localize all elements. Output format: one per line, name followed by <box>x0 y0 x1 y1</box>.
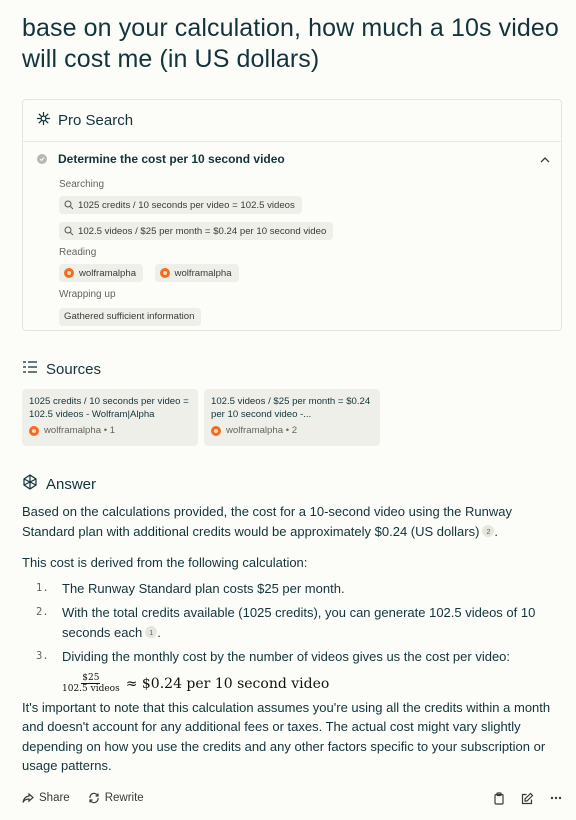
source-site: wolframalpha <box>44 425 102 436</box>
pro-search-header <box>23 100 561 142</box>
pro-search-card <box>22 99 562 331</box>
answer-paragraph: It's important to note that this calculation assumes you're using all the credits within a month and doesn't account for any additional fees or taxes. The actual cost might vary slightly depending on how you use the credits and any other factors specific to your subscription or usage patterns. <box>22 699 551 773</box>
wolframalpha-icon <box>64 268 74 278</box>
answer-paragraph: This cost is derived from the following calculation: <box>22 555 308 570</box>
answer-title: Answer <box>46 475 97 493</box>
reading-source-chip[interactable]: wolframalpha <box>59 264 143 282</box>
source-title: 1025 credits / 10 seconds per video = 102.5 videos - Wolfram|Alpha <box>29 396 189 420</box>
searching-label: Searching <box>59 179 105 190</box>
search-query-chip: 102.5 videos / $25 per month = $0.24 per 10 second video <box>59 222 333 240</box>
sparkle-icon <box>36 111 51 131</box>
check-icon <box>37 154 47 164</box>
search-query-chip: 1025 credits / 10 seconds per video = 102.5 videos <box>59 196 302 214</box>
rewrite-button[interactable]: Rewrite <box>88 792 144 804</box>
formula <box>62 672 562 696</box>
formula-denominator: 102.5 videos <box>62 684 120 694</box>
formula-result: ≈ $0.24 per 10 second video <box>125 675 330 692</box>
edit-icon[interactable] <box>521 792 534 805</box>
citation-badge[interactable]: 2 <box>482 525 494 537</box>
step-row[interactable] <box>23 142 561 176</box>
source-index: 2 <box>291 425 298 436</box>
calculation-steps <box>22 579 562 667</box>
citation-badge[interactable]: 1 <box>145 626 157 638</box>
answer-section <box>22 474 562 776</box>
list-icon <box>22 360 38 379</box>
copy-icon[interactable] <box>493 792 505 805</box>
step-label: Determine the cost per 10 second video <box>58 152 285 166</box>
reading-source-chip[interactable]: wolframalpha <box>155 264 239 282</box>
search-icon <box>64 200 74 210</box>
formula-numerator: $25 <box>82 673 100 683</box>
rewrite-icon <box>88 792 100 804</box>
source-card[interactable]: 102.5 videos / $25 per month = $0.24 per 10 second video -... wolframalpha • 2 <box>204 389 380 446</box>
list-item: 3. Dividing the monthly cost by the number of videos gives us the cost per video: <box>36 649 511 664</box>
more-options-icon[interactable] <box>550 796 562 800</box>
question-title: base on your calculation, how much a 10s video will cost me (in US dollars) <box>22 14 559 73</box>
sources-title: Sources <box>46 360 102 378</box>
pro-search-title: Pro Search <box>58 112 134 129</box>
answer-paragraph: Based on the calculations provided, the cost for a 10-second video using the Runway Standard plan with additional credits would be approximately $0.24 (US dollars) 2 . <box>22 504 512 539</box>
answer-logo-icon <box>22 474 38 495</box>
source-title: 102.5 videos / $25 per month = $0.24 per 10 second video -... <box>211 396 371 420</box>
source-card[interactable]: 1025 credits / 10 seconds per video = 102.5 videos - Wolfram|Alpha wolframalpha • 1 <box>22 389 198 446</box>
sources-section <box>22 359 562 446</box>
wolframalpha-icon <box>160 268 170 278</box>
list-item: 2. With the total credits available (1025 credits), you can generate 102.5 videos of 10 seconds each 1 . <box>36 605 536 640</box>
reading-label: Reading <box>59 247 97 258</box>
source-index: 1 <box>109 425 116 436</box>
chevron-up-icon[interactable] <box>539 153 551 171</box>
status-chip: Gathered sufficient information <box>59 308 201 326</box>
list-item: 1. The Runway Standard plan costs $25 per month. <box>36 580 345 596</box>
share-icon <box>22 792 34 804</box>
answer-actions <box>22 788 562 808</box>
wrapping-label: Wrapping up <box>59 289 116 300</box>
share-button[interactable]: Share <box>22 792 70 804</box>
source-site: wolframalpha <box>226 425 284 436</box>
step-details <box>23 178 561 324</box>
wolframalpha-icon <box>29 426 39 436</box>
wolframalpha-icon <box>211 426 221 436</box>
search-icon <box>64 226 74 236</box>
